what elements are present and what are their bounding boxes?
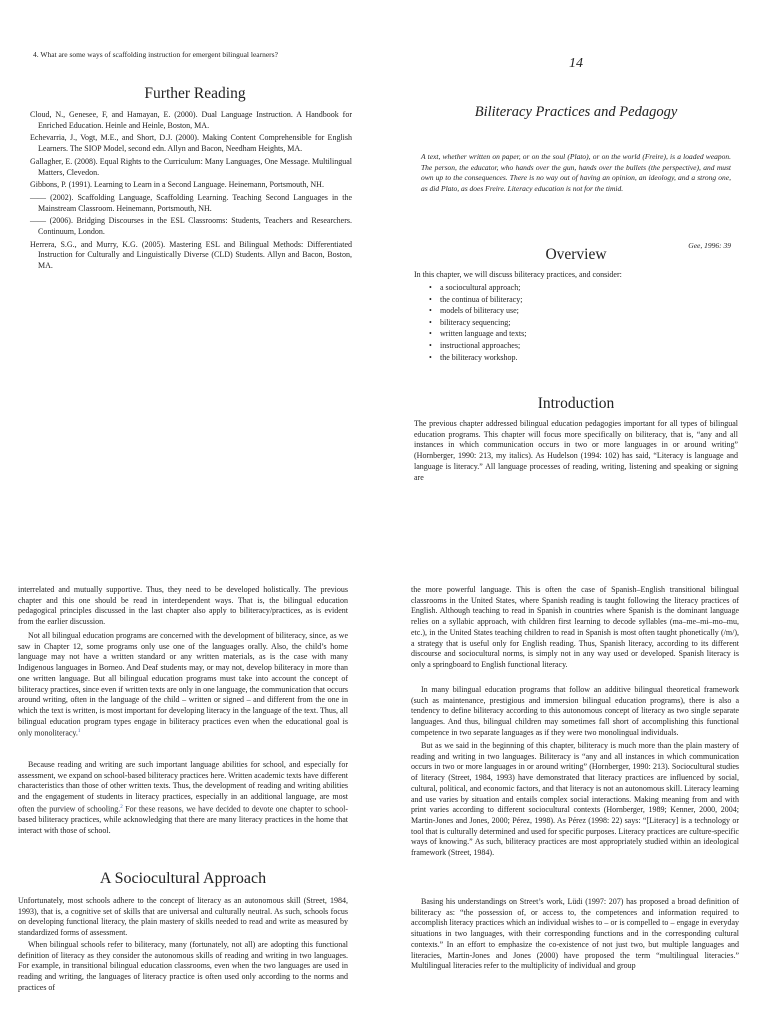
page-further-reading — [0, 0, 384, 512]
epigraph-attribution: Gee, 1996: 39 — [688, 241, 731, 250]
reference-item: Gallagher, E. (2008). Equal Rights to the Curriculum: Many Languages, One Message. Multilingual Matters, Clevedon. — [30, 156, 352, 177]
footnote-ref[interactable]: 2 — [120, 804, 123, 810]
reference-item: Echevarria, J., Vogt, M.E., and Short, D.J. (2000). Making Content Comprehensible for English Learners. The SIOP Model, second edn. Allyn and Bacon, Needham Heights, MA. — [30, 133, 352, 154]
overview-item: • biliteracy sequencing; — [429, 317, 511, 327]
page-chapter-opening — [384, 0, 768, 512]
study-question: 4. What are some ways of scaffolding instruction for emergent bilingual learners? — [33, 50, 278, 59]
body-paragraph: When bilingual schools refer to biliteracy, many (fortunately, not all) are adopting this functional definition of literacy as they consider the autonomous skills of reading and writing in two languages. For example, in transitional bilingual education classrooms, even when the two languages are used in reading and writing, the languages of literacy practice is often used only according to the norms and practices of — [18, 940, 348, 992]
overview-item: • instructional approaches; — [429, 340, 521, 350]
bullet-icon: • — [429, 306, 432, 316]
epigraph: A text, whether written on paper, or on the soul (Plato), or on the world (Freire), is a loaded weapon. The person, the educator, who hands over the gun, hands over the bullets (the perspective), and must own up to the consequences. There is no way out of having an opinion, an ideology, and a strong one, as did Plato, as does Freire. Literacy education is not for the timid. — [421, 152, 731, 193]
body-paragraph: Not all bilingual education programs are concerned with the development of biliteracy, since, as we saw in Chapter 12, some programs only use one of the languages orally. Also, the child’s home language may not have a written standard or any written materials, as is the case with many Indigenous languages in Borneo. And Deaf students may, or may not, develop biliteracy in more than one written language. But all bilingual education programs must take into account the concept of biliteracy practices, since even if written texts are only in one language, the communication that occurs around writing, often in the language of the child – written or signed – and different from the one in which the text is written, is most important for developing literacy in the language of the text. Thus, all bilingual education program types engage in biliteracy practices even when the educational goal is only monoliteracy.$^1$ — [18, 631, 348, 738]
page-biliteracy-continued — [384, 512, 768, 1024]
introduction-paragraph: The previous chapter addressed bilingual education pedagogies important for all types of bilingual education programs. This chapter will focus more specifically on biliteracy, that is, “any and all instances in which communication occurs in two or more languages in or around writing” (Hornberger, 1990: 213, my italics). As Hudelson (1994: 102) has said, “Literacy is language and language is literacy.” All language processes of reading, writing, listening and speaking or signing are — [414, 419, 738, 482]
footnote-ref[interactable]: 1 — [77, 729, 81, 735]
bullet-icon: • — [429, 317, 432, 327]
body-paragraph: the more powerful language. This is often the case of Spanish–English transitional bilingual classrooms in the United States, where Spanish reading is taught following the literacy practices of English. Although teaching to read in Spanish in countries where Spanish is the dominant language relies on a syllabic approach, with children first learning to decode syllables (ma–me–mi–mo–mu, etc.), in the United States teaching children to read in Spanish is most often taught phonetically (/m/), a strategy that is useful only for English reading. Thus, Spanish literacy, according to its different discourse and sociocultural norms, is simply not in any way used or developed. Spanish literacy is only a springboard to English functional literacy. — [411, 585, 739, 669]
reference-item: Cloud, N., Genesee, F, and Hamayan, E. (2000). Dual Language Instruction. A Handbook for Enriched Education. Heinle and Heinle, Boston, MA. — [30, 110, 352, 130]
overview-intro: In this chapter, we will discuss biliteracy practices, and consider: — [414, 270, 622, 279]
body-paragraph: interrelated and mutually supportive. Thus, they need to be developed holistically. The previous chapter and this one should be read in interdependent ways. That is, the bilingual education pedagogical principles discussed in the last chapter also apply to biliteracy/practices, as is evident from the earlier discussion. — [18, 585, 348, 627]
bullet-icon: • — [429, 340, 432, 350]
body-paragraph: But as we said in the beginning of this chapter, biliteracy is much more than the plain mastery of reading and writing in two languages. Biliteracy is “any and all instances in which communication occurs in two or more languages in or around writing” (Hornberger, 1990: 213). Sociocultural studies of literacy (Street, 1984, 1993) have demonstrated that literacy practices are influenced by social, cultural, political, and economic factors, and that literacy is not an autonomous skill. Literacy learning and use varies by situation and entails complex social interactions. Making meaning from and with print varies according to different sociocultural contexts (Hornberger, 1989; Kenner, 2000, 2004; Martin-Jones and Jones, 2000; Pérez, 1998). As Pérez (1998: 22) says: “[Literacy] is a technology or tool that is culturally determined and used for specific purposes. Literacy practices are culture-specific ways of knowing.” As such, biliteracy practices are most appropriately studied within an ideological framework (Street, 1984). — [411, 741, 739, 858]
overview-item: • written language and texts; — [429, 329, 527, 339]
body-paragraph: Basing his understandings on Street’s work, Lüdi (1997: 207) has proposed a broad definition of biliteracy as: “the possession of, or access to, the competences and information required to accomplish literacy practices which an individual wishes to – or is compelled to – engage in everyday situations in two languages, with their corresponding functions and in the corresponding cultural contexts.” In an effort to emphasize the co-existence of not just two, but multiple languages and literacies, Martin-Jones and Jones (2000) have proposed the term “multilingual literacies.” Multilingual literacies refer to the multiplicity of individual and group — [411, 897, 739, 971]
reference-item: —— (2006). Bridging Discourses in the ESL Classrooms: Students, Teachers and Researchers. Continuum, London. — [30, 216, 352, 237]
reference-item: —— (2002). Scaffolding Language, Scaffolding Learning. Teaching Second Languages in the Mainstream Classroom. Heinemann, Portsmouth, NH. — [30, 192, 352, 213]
further-reading-heading: Further Reading — [144, 85, 246, 102]
bullet-icon: • — [429, 352, 432, 362]
body-paragraph: In many bilingual education programs that follow an additive bilingual theoretical framework (such as maintenance, prestigious and immersion bilingual education programs), there is also a tendency to define biliteracy according to this autonomous concept of literacy as two single separate languages. And thus, bilingual children may sometimes fall short of accomplishing this functional competence in two separate languages as if they were two monolingual individuals. — [411, 685, 739, 737]
overview-item: • a sociocultural approach; — [429, 283, 521, 292]
chapter-number: 14 — [569, 56, 583, 71]
overview-list — [426, 282, 726, 363]
reference-list — [30, 110, 352, 274]
overview-item: • the continua of biliteracy; — [429, 294, 523, 304]
overview-item: • the biliteracy workshop. — [429, 352, 518, 362]
reference-item: Herrera, S.G., and Murry, K.G. (2005). Mastering ESL and Bilingual Methods: Differentiated Instruction for Culturally and Linguistically Diverse (CLD) Students. Allyn and Bacon, Boston, MA. — [30, 239, 352, 271]
chapter-title: Biliteracy Practices and Pedagogy — [474, 104, 678, 120]
bullet-icon: • — [429, 294, 432, 304]
reference-item: Gibbons, P. (1991). Learning to Learn in a Second Language. Heinemann, Portsmouth, NH. — [30, 180, 324, 190]
bullet-icon: • — [429, 283, 432, 292]
introduction-heading: Introduction — [537, 395, 615, 412]
overview-item: • models of biliteracy use; — [429, 306, 519, 316]
overview-heading: Overview — [545, 246, 607, 263]
sociocultural-heading: A Sociocultural Approach — [99, 870, 267, 887]
page-sociocultural-approach — [0, 512, 384, 1024]
body-paragraph: Unfortunately, most schools adhere to the concept of literacy as an autonomous skill (Street, 1984, 1993), that is, a cognitive set of skills that are universal and culturally neutral. As such, schools focus on developing functional literacy, the plain mastery of skills needed to read and write as measured by standardized forms of assessment. — [18, 896, 348, 938]
body-paragraph: Because reading and writing are such important language abilities for school, and especially for assessment, we expand on school-based biliteracy practices here. Written academic texts have different characteristics than those of other written texts. Thus, the development of reading and writing abilities and the engagement of students in literacy practices, especially in an additional language, are most often the purview of schooling.$^2$ For these reasons, we have decided to devote one chapter to school-based biliteracy practices, while acknowledging that there are many literacy practices in the home that interact with those of school. — [18, 760, 348, 835]
bullet-icon: • — [429, 329, 432, 339]
